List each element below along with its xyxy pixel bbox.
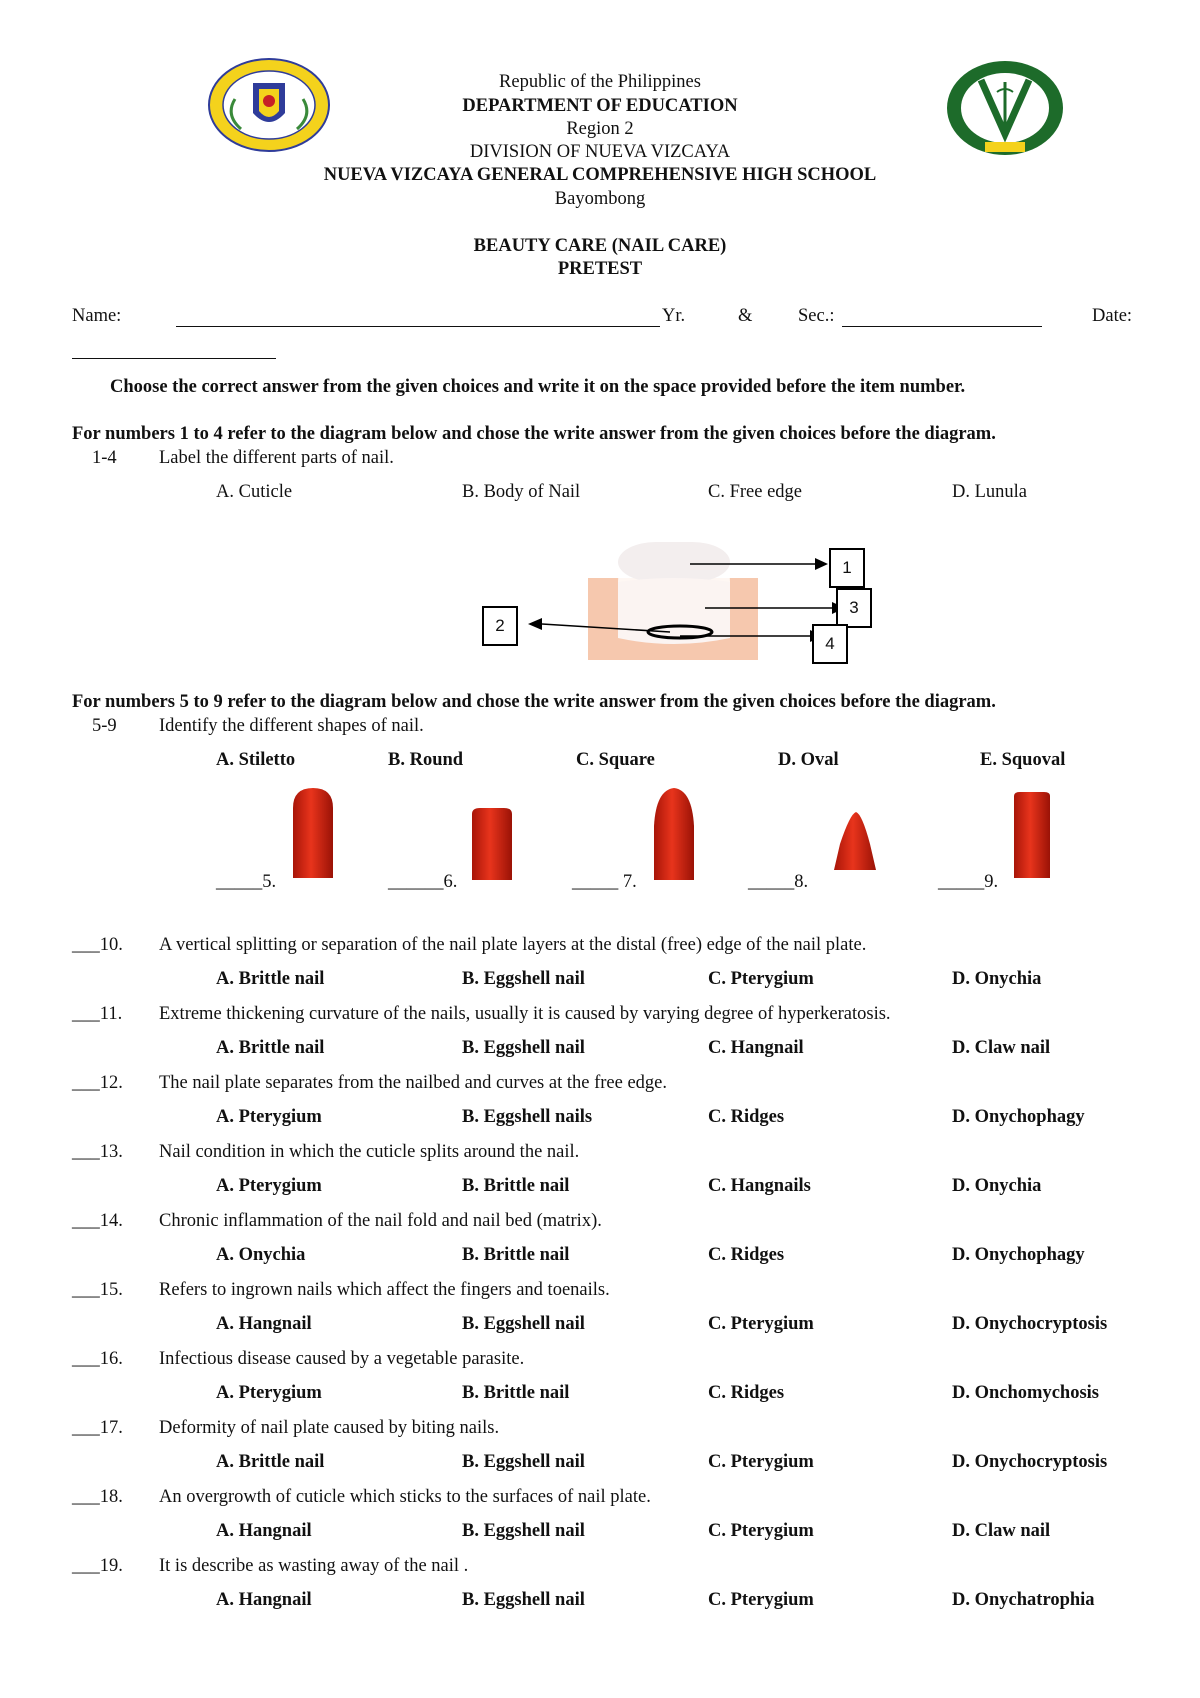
sec-field[interactable]	[842, 306, 1042, 327]
part1-choice-b: B. Body of Nail	[462, 482, 581, 502]
answer-choice: A. Brittle nail	[216, 969, 325, 989]
part1-range: 1-4	[92, 448, 117, 468]
date-label: Date:	[1092, 306, 1133, 326]
header-school: NUEVA VIZCAYA GENERAL COMPREHENSIVE HIGH SCHOOL	[323, 165, 877, 185]
sec-label: Sec.:	[798, 306, 835, 326]
answer-choice: C. Pterygium	[708, 1590, 814, 1610]
answer-choice: D. Onchomychosis	[952, 1383, 1099, 1403]
nail-image-5	[290, 786, 336, 888]
yr-label: Yr.	[662, 306, 686, 326]
answer-choice: B. Brittle nail	[462, 1176, 570, 1196]
question-number[interactable]: ___11.	[72, 1004, 123, 1024]
question-number[interactable]: ___12.	[72, 1073, 123, 1093]
answer-choice: C. Pterygium	[708, 1314, 814, 1334]
nail-image-6	[470, 806, 514, 888]
answer-choice: C. Hangnail	[708, 1038, 804, 1058]
answer-choice: A. Pterygium	[216, 1176, 322, 1196]
answer-choice: A. Hangnail	[216, 1521, 312, 1541]
question-text: Deformity of nail plate caused by biting nails.	[159, 1418, 500, 1438]
shape-label-round: B. Round	[388, 750, 464, 770]
title-test: PRETEST	[557, 259, 643, 279]
question-number[interactable]: ___10.	[72, 935, 123, 955]
part1-prompt: Label the different parts of nail.	[159, 448, 394, 468]
shape-label-stiletto: A. Stiletto	[216, 750, 296, 770]
answer-blank-9[interactable]: _____9.	[938, 872, 999, 892]
answer-choice: B. Eggshell nail	[462, 969, 585, 989]
answer-choice: D. Onychatrophia	[952, 1590, 1095, 1610]
shape-label-squoval: E. Squoval	[980, 750, 1066, 770]
label-box-4: 4	[812, 624, 848, 664]
answer-choice: B. Eggshell nail	[462, 1590, 585, 1610]
ampersand: &	[738, 306, 753, 326]
title-subject: BEAUTY CARE (NAIL CARE)	[473, 236, 727, 256]
answer-choice: C. Pterygium	[708, 1521, 814, 1541]
name-field[interactable]	[176, 306, 660, 327]
part1-heading: For numbers 1 to 4 refer to the diagram below and chose the write answer from the given choices before the diagram.	[72, 424, 996, 444]
answer-choice: D. Onychophagy	[952, 1107, 1085, 1127]
question-number[interactable]: ___17.	[72, 1418, 123, 1438]
question-text: The nail plate separates from the nailbed and curves at the free edge.	[159, 1073, 668, 1093]
header-town: Bayombong	[554, 189, 646, 209]
answer-choice: B. Eggshell nail	[462, 1038, 585, 1058]
answer-choice: C. Ridges	[708, 1107, 785, 1127]
part2-range: 5-9	[92, 716, 117, 736]
header-division: DIVISION OF NUEVA VIZCAYA	[469, 142, 731, 162]
nail-image-8	[832, 810, 878, 878]
shape-label-square: C. Square	[576, 750, 655, 770]
answer-choice: B. Eggshell nails	[462, 1107, 593, 1127]
label-box-2: 2	[482, 606, 518, 646]
answer-blank-6[interactable]: ______6.	[388, 872, 458, 892]
answer-choice: A. Brittle nail	[216, 1038, 325, 1058]
answer-choice: B. Eggshell nail	[462, 1521, 585, 1541]
answer-choice: C. Pterygium	[708, 1452, 814, 1472]
label-box-1: 1	[829, 548, 865, 588]
question-text: Nail condition in which the cuticle splits around the nail.	[159, 1142, 580, 1162]
part2-heading: For numbers 5 to 9 refer to the diagram below and chose the write answer from the given choices before the diagram.	[72, 692, 996, 712]
question-number[interactable]: ___19.	[72, 1556, 123, 1576]
nail-image-7	[652, 786, 696, 888]
answer-choice: D. Onychia	[952, 1176, 1042, 1196]
question-number[interactable]: ___14.	[72, 1211, 123, 1231]
part1-choice-c: C. Free edge	[708, 482, 803, 502]
answer-choice: B. Brittle nail	[462, 1245, 570, 1265]
answer-blank-7[interactable]: _____ 7.	[572, 872, 637, 892]
question-number[interactable]: ___18.	[72, 1487, 123, 1507]
answer-choice: D. Onychocryptosis	[952, 1314, 1108, 1334]
answer-choice: A. Brittle nail	[216, 1452, 325, 1472]
answer-choice: A. Hangnail	[216, 1314, 312, 1334]
header-republic: Republic of the Philippines	[499, 72, 701, 92]
part1-choice-d: D. Lunula	[952, 482, 1028, 502]
answer-choice: C. Pterygium	[708, 969, 814, 989]
date-field[interactable]	[72, 340, 276, 359]
answer-choice: B. Brittle nail	[462, 1383, 570, 1403]
label-box-3: 3	[836, 588, 872, 628]
question-text: Refers to ingrown nails which affect the fingers and toenails.	[159, 1280, 610, 1300]
question-number[interactable]: ___13.	[72, 1142, 123, 1162]
answer-choice: C. Ridges	[708, 1245, 785, 1265]
answer-choice: C. Hangnails	[708, 1176, 811, 1196]
answer-choice: B. Eggshell nail	[462, 1314, 585, 1334]
answer-choice: D. Claw nail	[952, 1038, 1051, 1058]
question-text: An overgrowth of cuticle which sticks to the surfaces of nail plate.	[159, 1487, 651, 1507]
part2-prompt: Identify the different shapes of nail.	[159, 716, 424, 736]
question-number[interactable]: ___15.	[72, 1280, 123, 1300]
answer-choice: A. Pterygium	[216, 1107, 322, 1127]
header-region: Region 2	[566, 119, 634, 139]
header-department: DEPARTMENT OF EDUCATION	[462, 96, 738, 116]
answer-choice: D. Onychophagy	[952, 1245, 1085, 1265]
part1-choice-a: A. Cuticle	[216, 482, 293, 502]
question-text: Extreme thickening curvature of the nails, usually it is caused by varying degree of hyperkeratosis.	[159, 1004, 891, 1024]
nail-parts-diagram	[470, 540, 870, 660]
question-text: It is describe as wasting away of the nail .	[159, 1556, 469, 1576]
instructions: Choose the correct answer from the given choices and write it on the space provided before the item number.	[110, 377, 966, 397]
question-text: Infectious disease caused by a vegetable parasite.	[159, 1349, 525, 1369]
answer-choice: D. Claw nail	[952, 1521, 1051, 1541]
answer-choice: C. Ridges	[708, 1383, 785, 1403]
name-label: Name:	[72, 306, 122, 326]
shape-label-oval: D. Oval	[778, 750, 839, 770]
answer-choice: A. Pterygium	[216, 1383, 322, 1403]
nail-image-9	[1012, 790, 1052, 886]
question-text: Chronic inflammation of the nail fold and nail bed (matrix).	[159, 1211, 602, 1231]
answer-choice: D. Onychocryptosis	[952, 1452, 1108, 1472]
question-number[interactable]: ___16.	[72, 1349, 123, 1369]
answer-choice: A. Onychia	[216, 1245, 306, 1265]
answer-choice: D. Onychia	[952, 969, 1042, 989]
answer-choice: B. Eggshell nail	[462, 1452, 585, 1472]
answer-choice: A. Hangnail	[216, 1590, 312, 1610]
answer-blank-5[interactable]: _____5.	[216, 872, 277, 892]
answer-blank-8[interactable]: _____8.	[748, 872, 809, 892]
question-text: A vertical splitting or separation of the nail plate layers at the distal (free) edge of the nail plate.	[159, 935, 867, 955]
